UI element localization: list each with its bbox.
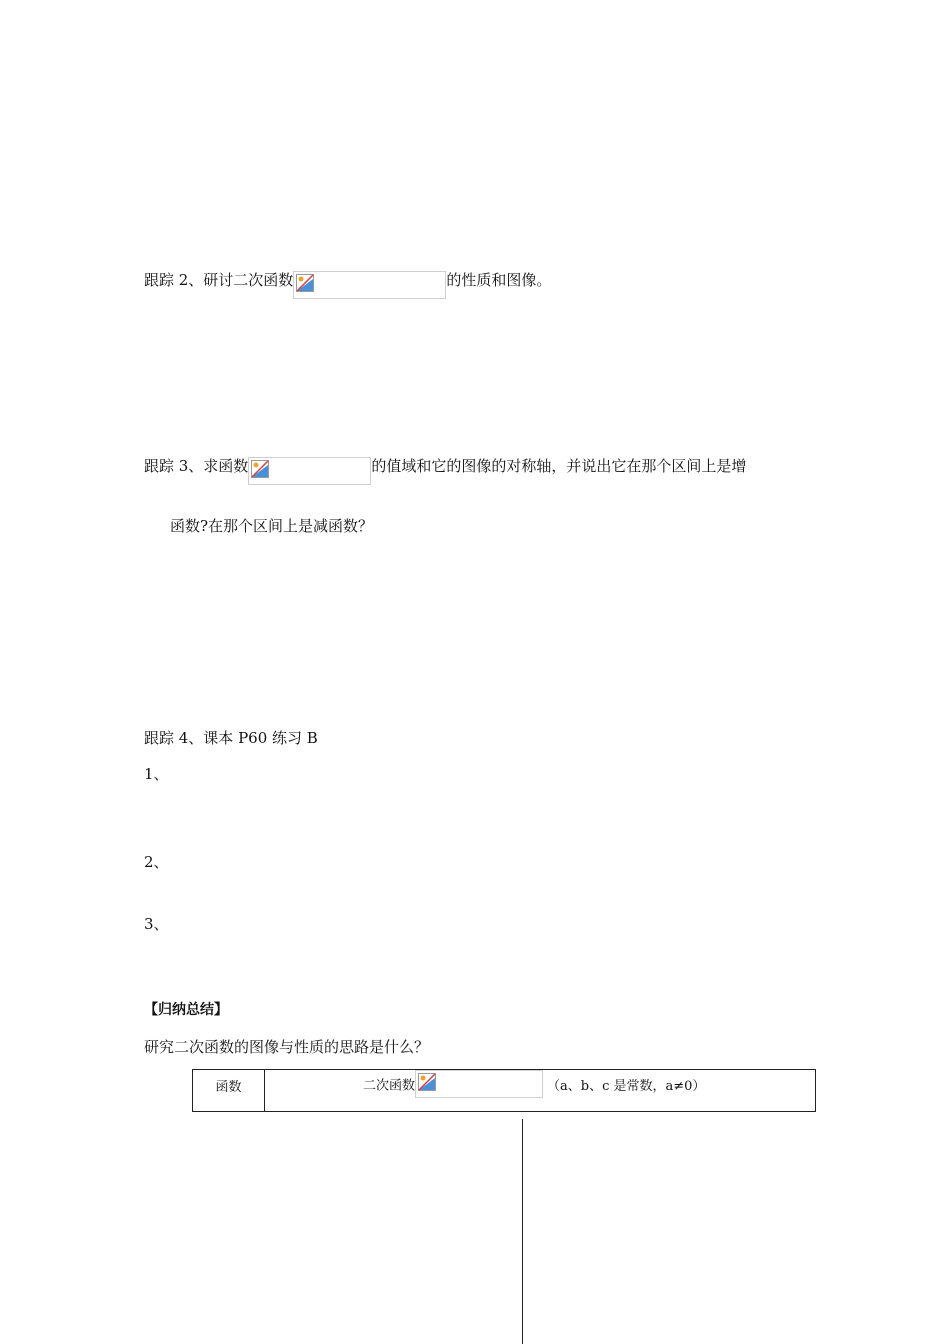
table-content-suffix: （a、b、c 是常数，a≠0） (547, 1078, 706, 1094)
track2-suffix: 的性质和图像。 (446, 271, 552, 289)
track3-continuation: 函数?在那个区间上是减函数？ (170, 517, 374, 535)
summary-question: 研究二次函数的图像与性质的思路是什么？ (144, 1038, 430, 1056)
formula-image-placeholder (415, 1070, 543, 1098)
vertical-divider-line (522, 1119, 523, 1344)
broken-image-icon (251, 460, 269, 478)
broken-image-icon (418, 1073, 436, 1091)
track2-prefix: 跟踪 2、研讨二次函数 (144, 271, 294, 289)
exercise-item-3: 3、 (144, 915, 169, 933)
formula-image-placeholder (248, 457, 371, 485)
exercise-item-2: 2、 (144, 853, 169, 871)
table-content-cell (363, 1070, 705, 1098)
track3-prefix: 跟踪 3、求函数 (144, 457, 249, 475)
track3-suffix: 的值域和它的图像的对称轴，并说出它在那个区间上是增 (371, 457, 747, 475)
formula-image-placeholder (293, 271, 446, 299)
table-column-divider (264, 1070, 265, 1111)
summary-table (192, 1069, 816, 1112)
summary-heading: 【归纳总结】 (144, 1002, 228, 1018)
table-content-prefix: 二次函数 (363, 1078, 416, 1094)
table-label-cell: 函数 (215, 1080, 242, 1095)
exercise-item-1: 1、 (144, 765, 169, 783)
track3-line (144, 452, 746, 480)
track2-line (144, 266, 551, 294)
track4-title: 跟踪 4、课本 P60 练习 B (144, 729, 318, 747)
broken-image-icon (296, 274, 314, 292)
